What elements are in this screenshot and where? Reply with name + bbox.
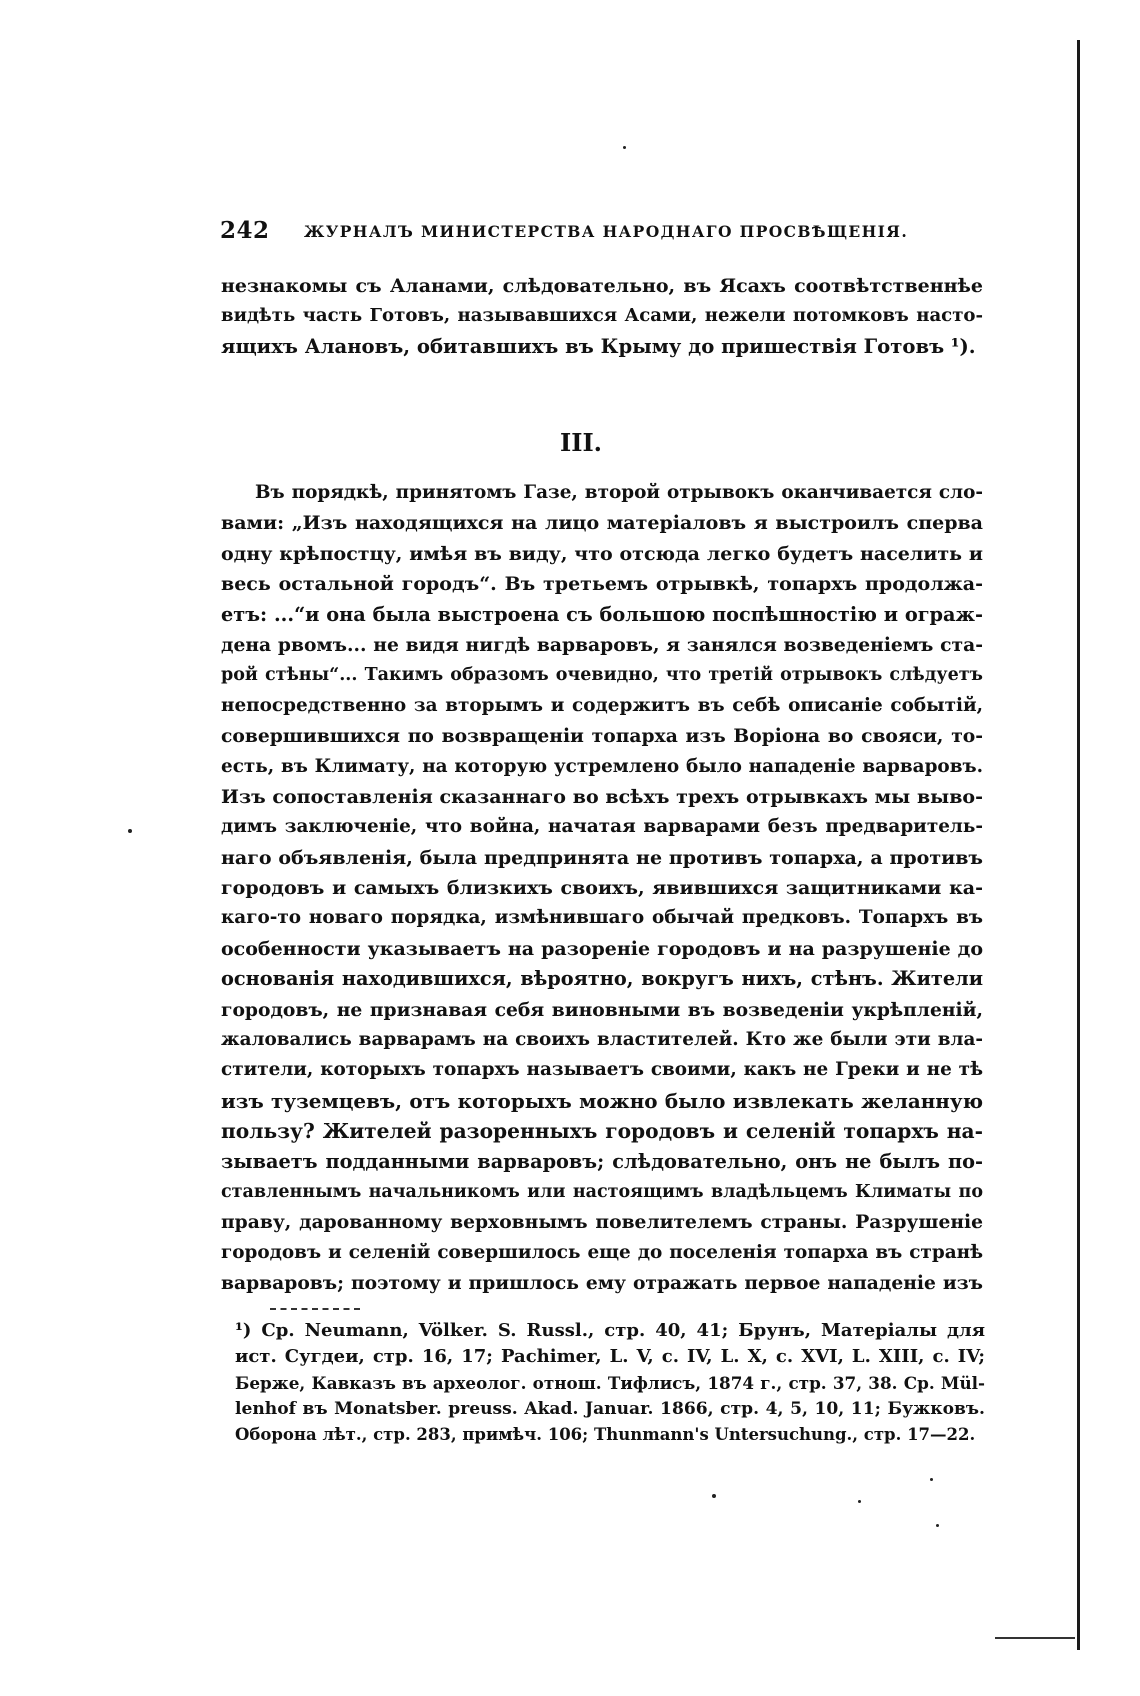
journal-title: ЖУРНАЛЪ МИНИСТЕРСТВА НАРОДНАГО ПРОСВѢЩЕНІЯ.	[304, 222, 909, 241]
print-speck	[858, 1500, 861, 1503]
footnote-separator	[270, 1308, 360, 1310]
text-line: городовъ и селеній совершилось еще до поселенія топарха въ странѣ	[221, 1241, 983, 1263]
text-line: основанія находившихся, вѣроятно, вокругъ нихъ, стѣнъ. Жители	[221, 967, 983, 991]
print-speck	[930, 1478, 933, 1481]
section-heading: III.	[560, 428, 603, 457]
text-line: видѣть часть Готовъ, называвшихся Асами, нежели потомковъ насто-	[221, 305, 983, 327]
text-line: городовъ, не признавая себя виновными въ возведеніи укрѣпленій,	[221, 998, 983, 1021]
text-line: наго объявленія, была предпринята не противъ топарха, а противъ	[221, 846, 983, 869]
text-line: Въ порядкѣ, принятомъ Газе, второй отрывокъ оканчивается сло-	[255, 482, 983, 503]
text-line: особенности указываетъ на разореніе городовъ и на разрушеніе до	[221, 937, 983, 960]
text-line: незнакомы съ Аланами, слѣдовательно, въ Ясахъ соотвѣтственнѣе	[221, 275, 983, 297]
text-line: одну крѣпостцу, имѣя въ виду, что отсюда легко будетъ населить и	[221, 542, 983, 565]
text-line: пользу? Жителей разоренныхъ городовъ и селеній топархъ на-	[221, 1119, 983, 1144]
print-speck	[936, 1524, 939, 1527]
footnote-line: ¹) Ср. Neumann, Völker. S. Russl., стр. 40, 41; Брунъ, Матеріалы для	[235, 1320, 985, 1341]
page-edge-mark	[995, 1637, 1075, 1639]
text-line: димъ заключеніе, что война, начатая варварами безъ предваритель-	[221, 816, 983, 838]
text-line: вами: „Изъ находящихся на лицо матеріаловъ я выстроилъ сперва	[221, 512, 983, 535]
text-line: ящихъ Алановъ, обитавшихъ въ Крыму до пришествія Готовъ ¹).	[221, 334, 976, 358]
footnote-line: Оборона лѣт., стр. 283, примѣч. 106; Thunmann's Untersuchung., стр. 17—22.	[235, 1425, 976, 1444]
text-line: етъ: ...“и она была выстроена съ большою поспѣшностію и ограж-	[221, 602, 983, 626]
text-line: жаловались варварамъ на своихъ властителей. Кто же были эти вла-	[221, 1029, 983, 1051]
text-line: варваровъ; поэтому и пришлось ему отражать первое нападеніе изъ	[221, 1272, 983, 1295]
text-line: рой стѣны“... Такимъ образомъ очевидно, что третій отрывокъ слѣдуетъ	[221, 665, 983, 686]
print-speck	[128, 829, 132, 833]
footnote-line: lenhof въ Monatsber. preuss. Akad. Januar. 1866, стр. 4, 5, 10, 11; Бужковъ.	[235, 1399, 985, 1419]
text-line: есть, въ Климату, на которую устремлено было нападеніе варваровъ.	[221, 755, 983, 777]
print-speck	[623, 146, 626, 149]
footnote-line: ист. Сугдеи, стр. 16, 17; Pachimer, L. V, c. IV, L. X, c. XVI, L. XIII, c. IV;	[235, 1346, 985, 1367]
text-line: совершившихся по возвращеніи топарха изъ Воріона во свояси, то-	[221, 725, 983, 748]
text-line: изъ туземцевъ, отъ которыхъ можно было извлекать желанную	[221, 1088, 983, 1113]
footnote	[235, 1318, 985, 1448]
text-line: ставленнымъ начальникомъ или настоящимъ владѣльцемъ Климаты по	[221, 1181, 983, 1202]
running-header	[220, 217, 980, 249]
text-line: каго-то новаго порядка, измѣнившаго обычай предковъ. Топархъ въ	[221, 907, 983, 929]
paragraph-continued	[221, 271, 983, 362]
page-edge-line	[1077, 40, 1080, 1650]
paragraph-main	[221, 478, 983, 1299]
text-line: дена рвомъ... не видя нигдѣ варваровъ, я занялся возведеніемъ ста-	[221, 633, 983, 656]
text-line: зываетъ подданными варваровъ; слѣдовательно, онъ не былъ по-	[221, 1149, 983, 1173]
text-line: городовъ и самыхъ близкихъ своихъ, явившихся защитниками ка-	[221, 877, 983, 900]
text-line: весь остальной городъ“. Въ третьемъ отрывкѣ, топархъ продолжа-	[221, 573, 983, 596]
text-line: праву, дарованному верховнымъ повелителемъ страны. Разрушеніе	[221, 1211, 983, 1234]
print-speck	[712, 1494, 716, 1498]
page-number: 242	[220, 217, 270, 244]
text-line: стители, которыхъ топархъ называетъ своими, какъ не Греки и не тѣ	[221, 1059, 983, 1081]
text-line: Изъ сопоставленія сказаннаго во всѣхъ трехъ отрывкахъ мы выво-	[221, 785, 983, 808]
text-line: непосредственно за вторымъ и содержитъ въ себѣ описаніе событій,	[221, 694, 983, 716]
footnote-line: Берже, Кавказъ въ археолог. отнош. Тифлисъ, 1874 г., стр. 37, 38. Ср. Mül-	[235, 1373, 985, 1393]
